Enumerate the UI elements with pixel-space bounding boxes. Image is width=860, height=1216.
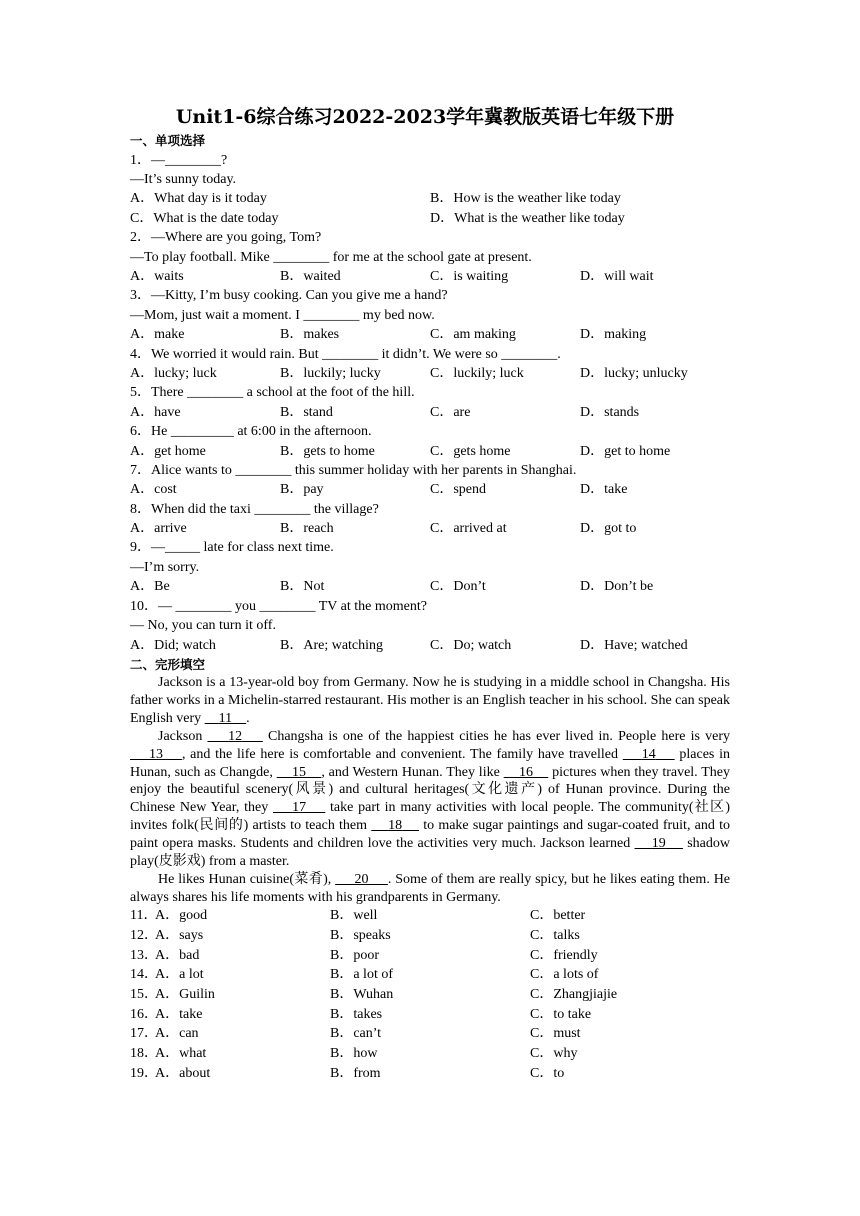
- answer-option[interactable]: C．Zhangjiajie: [530, 987, 618, 1003]
- worksheet: [130, 104, 730, 1084]
- answer-option[interactable]: A．arrive: [130, 521, 187, 537]
- blank-14: 14: [641, 746, 656, 762]
- answer-option[interactable]: C．arrived at: [430, 521, 507, 537]
- answer-option[interactable]: C．gets home: [430, 443, 511, 459]
- text: places in Hunan, such as Changde,: [130, 746, 731, 780]
- question-stem: 6．He _________ at 6:00 in the afternoon.: [130, 424, 372, 440]
- answer-option[interactable]: C．Do; watch: [430, 637, 512, 653]
- question: [130, 461, 730, 500]
- option-number: 12．: [130, 928, 158, 944]
- answer-option[interactable]: D．take: [580, 482, 628, 498]
- answer-option[interactable]: D．Have; watched: [580, 637, 688, 653]
- question-stem: 8．When did the taxi ________ the village?: [130, 501, 379, 517]
- answer-option[interactable]: D．stands: [580, 404, 640, 420]
- question: [130, 151, 730, 229]
- blank-16: 16: [518, 764, 533, 780]
- cloze-option-row: [130, 1024, 730, 1044]
- answer-option[interactable]: C．to take: [530, 1006, 592, 1022]
- blank-12: 12: [228, 728, 243, 744]
- options-row: [130, 519, 730, 538]
- blank-15: 15: [292, 764, 307, 780]
- option-number: 13．: [130, 947, 158, 963]
- text: Changsha is one of the happiest cities he has ever lived in. People here is very: [262, 728, 731, 744]
- answer-option[interactable]: C．to: [530, 1065, 565, 1081]
- options-row: [130, 403, 730, 422]
- question: [130, 228, 730, 286]
- answer-option[interactable]: D．Don’t be: [580, 579, 654, 595]
- answer-option[interactable]: A．says: [155, 928, 204, 944]
- question-stem: 9．—_____ late for class next time.: [130, 540, 334, 556]
- multiple-choice-list: [130, 151, 730, 655]
- answer-option[interactable]: B．gets to home: [280, 443, 375, 459]
- question: [130, 597, 730, 655]
- text: Jackson: [158, 728, 208, 744]
- question-stem: 10．— ________ you ________ TV at the moment?: [130, 598, 427, 614]
- answer-option[interactable]: A．lucky; luck: [130, 365, 217, 381]
- answer-option[interactable]: C．is waiting: [430, 268, 509, 284]
- options-row: [130, 325, 730, 344]
- answer-option[interactable]: A．take: [155, 1006, 203, 1022]
- answer-option[interactable]: C．must: [530, 1026, 581, 1042]
- answer-option[interactable]: A．Guilin: [155, 987, 215, 1003]
- answer-option[interactable]: D．will wait: [580, 268, 654, 284]
- cloze-paragraph: [130, 674, 730, 728]
- option-number: 11．: [130, 908, 158, 924]
- option-number: 19．: [130, 1065, 158, 1081]
- answer-option[interactable]: B．Wuhan: [330, 987, 394, 1003]
- options-row: [130, 189, 730, 208]
- answer-option[interactable]: D．get to home: [580, 443, 671, 459]
- answer-option[interactable]: B．Are; watching: [280, 637, 384, 653]
- answer-option[interactable]: A．What day is it today: [130, 191, 267, 207]
- answer-option[interactable]: A．make: [130, 327, 185, 343]
- section-heading-cloze: 二、完形填空: [130, 656, 206, 672]
- options-row: [130, 442, 730, 461]
- option-number: 16．: [130, 1006, 158, 1022]
- answer-option[interactable]: A．waits: [130, 268, 184, 284]
- answer-option[interactable]: B．a lot of: [330, 967, 393, 983]
- option-number: 18．: [130, 1046, 158, 1062]
- question: [130, 422, 730, 461]
- answer-option[interactable]: A．can: [155, 1026, 199, 1042]
- options-row: [130, 364, 730, 383]
- answer-option[interactable]: B．takes: [330, 1006, 383, 1022]
- blank-18: 18: [388, 818, 403, 834]
- cloze-option-row: [130, 1005, 730, 1025]
- answer-option[interactable]: A．about: [155, 1065, 211, 1081]
- question: [130, 500, 730, 539]
- answer-option[interactable]: D．got to: [580, 521, 637, 537]
- cloze-option-row: [130, 965, 730, 985]
- answer-option[interactable]: A．have: [130, 404, 181, 420]
- question-reply: —I’m sorry.: [130, 559, 200, 575]
- question-stem: 4．We worried it would rain. But ________ it didn’t. We were so ________.: [130, 346, 561, 362]
- answer-option[interactable]: C．better: [530, 908, 586, 924]
- answer-option[interactable]: D．What is the weather like today: [430, 210, 625, 226]
- cloze-option-row: [130, 1044, 730, 1064]
- answer-option[interactable]: C．luckily; luck: [430, 365, 524, 381]
- options-row: [130, 636, 730, 655]
- blank-13: 13: [148, 746, 163, 762]
- cloze-option-row: [130, 1064, 730, 1084]
- question-reply: —It’s sunny today.: [130, 171, 237, 187]
- question-reply: — No, you can turn it off.: [130, 618, 276, 634]
- text: take part in many activities with local people. The community(社区) invites folk(民间的) artists to teach them: [130, 800, 731, 834]
- question-stem: 3．—Kitty, I’m busy cooking. Can you give me a hand?: [130, 288, 448, 304]
- answer-option[interactable]: C．are: [430, 404, 471, 420]
- text: , and Western Hunan. They like: [321, 764, 504, 780]
- blank-19: 19: [651, 835, 666, 851]
- question-stem: 5．There ________ a school at the foot of the hill.: [130, 385, 415, 401]
- text: to make sugar paintings and sugar-coated fruit, and to paint opera masks. Students and children love the activities very much. Jackson learned: [130, 818, 730, 851]
- cloze-paragraph: [130, 871, 730, 907]
- question-reply: —To play football. Mike ________ for me at the school gate at present.: [130, 249, 532, 265]
- question: [130, 383, 730, 422]
- options-row: [130, 267, 730, 286]
- page-title: Unit1-6综合练习2022-2023学年冀教版英语七年级下册: [175, 106, 675, 128]
- cloze-options-list: [130, 906, 730, 1083]
- answer-option[interactable]: B．waited: [280, 268, 341, 284]
- text: . Some of them are really spicy, but he likes eating them. He always shares his life moments with his grandparents in Germany.: [130, 871, 731, 905]
- answer-option[interactable]: B．reach: [280, 521, 334, 537]
- options-row: [130, 209, 730, 228]
- answer-option[interactable]: A．bad: [155, 947, 200, 963]
- question-reply: —Mom, just wait a moment. I ________ my bed now.: [130, 307, 435, 323]
- answer-option[interactable]: B．well: [330, 908, 378, 924]
- blank-17: 17: [292, 800, 307, 816]
- answer-option[interactable]: B．luckily; lucky: [280, 365, 381, 381]
- question: [130, 286, 730, 344]
- text: shadow play(皮影戏) from a master.: [130, 835, 731, 869]
- question-stem: 1．—________?: [130, 152, 228, 168]
- answer-option[interactable]: B．Not: [280, 579, 325, 595]
- question-stem: 2．—Where are you going, Tom?: [130, 230, 322, 246]
- answer-option[interactable]: A．cost: [130, 482, 177, 498]
- answer-option[interactable]: D．lucky; unlucky: [580, 365, 688, 381]
- answer-option[interactable]: B．stand: [280, 404, 333, 420]
- option-number: 17．: [130, 1026, 158, 1042]
- cloze-paragraph: [130, 728, 730, 871]
- answer-option[interactable]: B．poor: [330, 947, 379, 963]
- option-number: 15．: [130, 987, 158, 1003]
- answer-option[interactable]: B．from: [330, 1065, 381, 1081]
- answer-option[interactable]: B．makes: [280, 327, 340, 343]
- answer-option[interactable]: A．what: [155, 1046, 207, 1062]
- answer-option[interactable]: D．making: [580, 327, 647, 343]
- answer-option[interactable]: C．spend: [430, 482, 486, 498]
- cloze-option-row: [130, 926, 730, 946]
- answer-option[interactable]: B．pay: [280, 482, 324, 498]
- answer-option[interactable]: B．how: [330, 1046, 378, 1062]
- text: pictures when they travel. They enjoy the beautiful scenery(风景) and cultural heritages(文化遗产) of Hunan province. During the Chinese New Year, they: [130, 764, 731, 816]
- answer-option[interactable]: C．why: [530, 1046, 578, 1062]
- answer-option[interactable]: A．a lot: [155, 967, 204, 983]
- section-heading-multiple-choice: 一、单项选择: [130, 133, 206, 148]
- answer-option[interactable]: B．speaks: [330, 928, 391, 944]
- answer-option[interactable]: C．a lots of: [530, 967, 599, 983]
- text: .: [246, 711, 250, 727]
- answer-option[interactable]: A．Be: [130, 579, 170, 595]
- answer-option[interactable]: C．What is the date today: [130, 210, 279, 226]
- blank-11: 11: [218, 711, 233, 727]
- options-row: [130, 577, 730, 596]
- answer-option[interactable]: C．Don’t: [430, 579, 486, 595]
- answer-option[interactable]: C．talks: [530, 928, 580, 944]
- options-row: [130, 480, 730, 499]
- text: Jackson is a 13-year-old boy from Germany. Now he is studying in a middle school in Changsha. His father works in a Michelin-starred restaurant. His mother is an English teacher in his school. She can speak English very: [130, 675, 730, 727]
- text: , and the life here is comfortable and convenient. The family have travelled: [181, 746, 623, 762]
- answer-option[interactable]: A．Did; watch: [130, 637, 216, 653]
- blank-20: 20: [354, 871, 369, 887]
- cloze-passage: [130, 674, 730, 906]
- cloze-option-row: [130, 906, 730, 926]
- question: [130, 345, 730, 384]
- question: [130, 538, 730, 596]
- cloze-option-row: [130, 946, 730, 966]
- option-number: 14．: [130, 967, 158, 983]
- cloze-option-row: [130, 985, 730, 1005]
- question-stem: 7．Alice wants to ________ this summer holiday with her parents in Shanghai.: [130, 462, 577, 478]
- answer-option[interactable]: C．am making: [430, 327, 516, 343]
- text: He likes Hunan cuisine(菜肴),: [158, 871, 336, 887]
- answer-option[interactable]: B．How is the weather like today: [430, 191, 621, 207]
- answer-option[interactable]: A．get home: [130, 443, 206, 459]
- answer-option[interactable]: A．good: [155, 908, 208, 924]
- answer-option[interactable]: C．friendly: [530, 947, 598, 963]
- answer-option[interactable]: B．can’t: [330, 1026, 382, 1042]
